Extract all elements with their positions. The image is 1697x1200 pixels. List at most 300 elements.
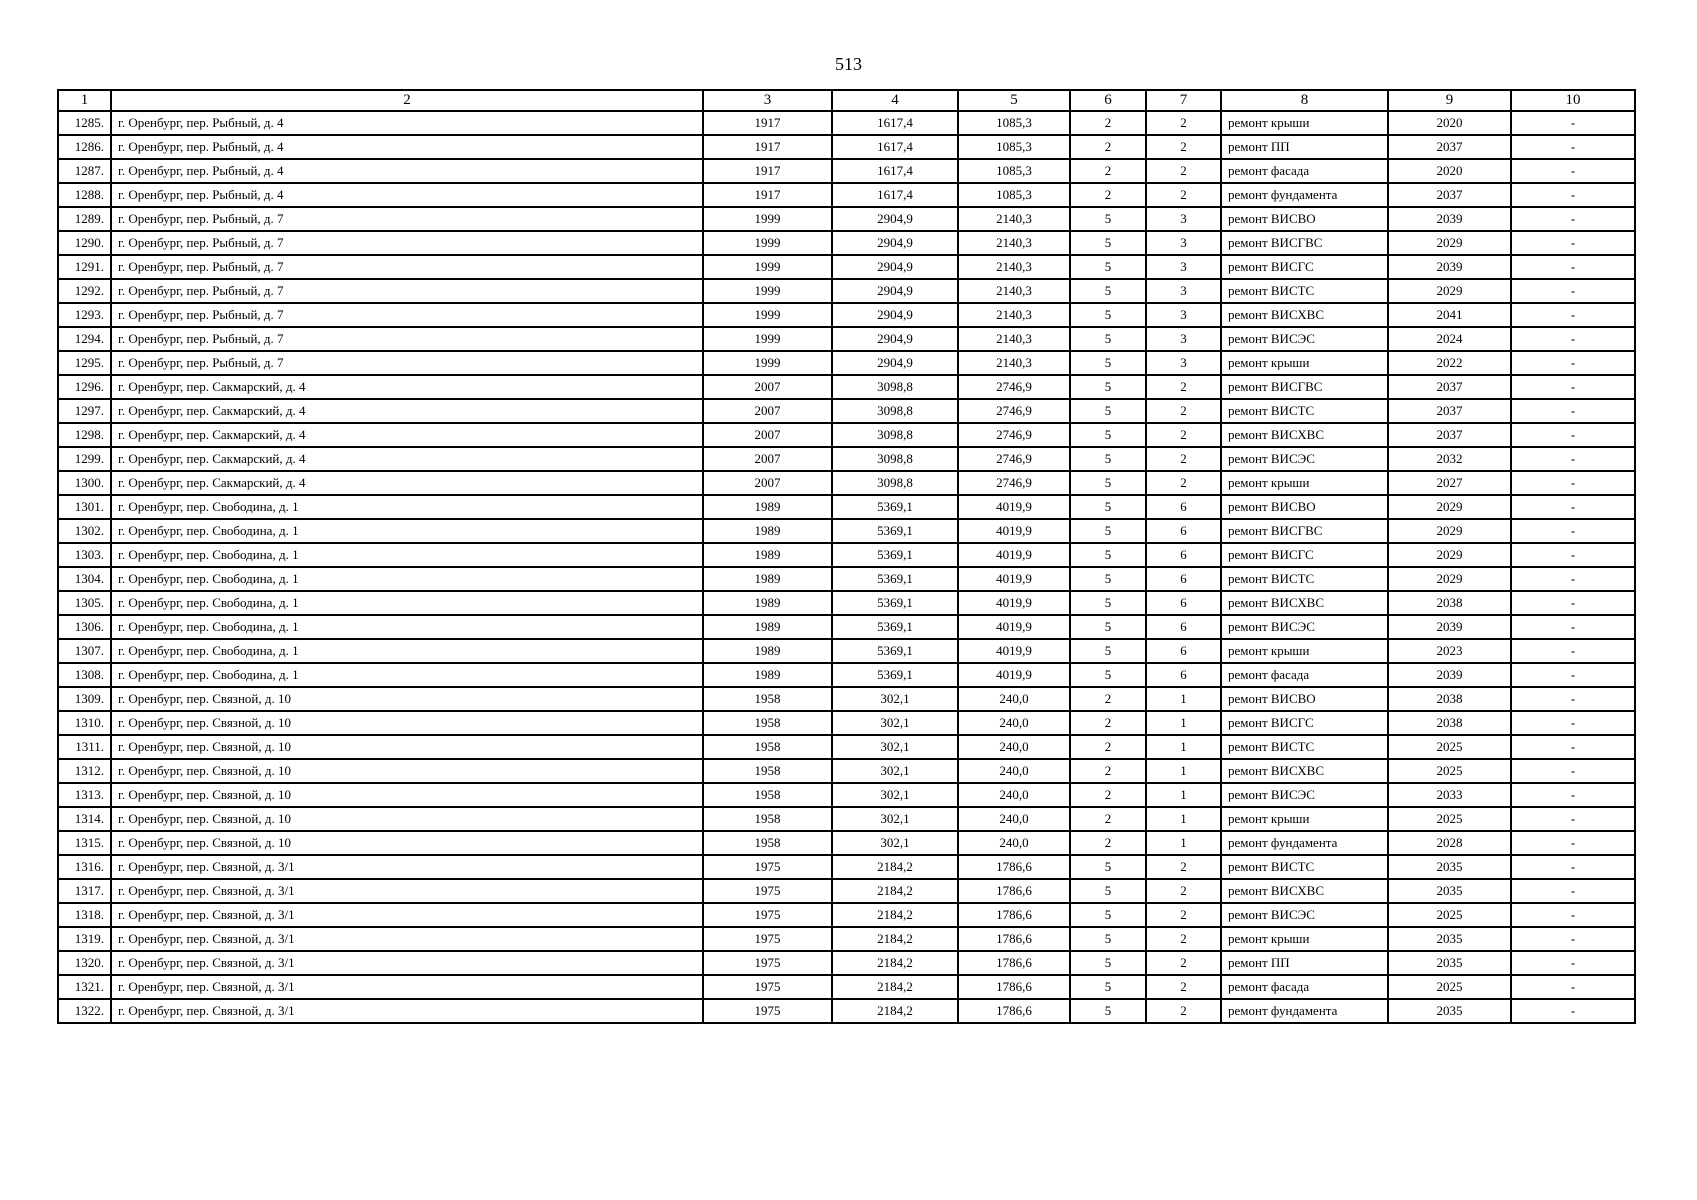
floors-cell: 5 — [1070, 639, 1146, 663]
living-area-cell: 4019,9 — [958, 639, 1070, 663]
build-year-cell: 1989 — [703, 495, 832, 519]
table-row — [58, 903, 1635, 927]
row-number-cell: 1286. — [58, 135, 111, 159]
planned-year-cell: 2035 — [1388, 927, 1511, 951]
address-cell: г. Оренбург, пер. Рыбный, д. 7 — [111, 279, 703, 303]
address-cell: г. Оренбург, пер. Рыбный, д. 4 — [111, 135, 703, 159]
column-number-header: 1 — [58, 90, 111, 111]
planned-year-cell: 2032 — [1388, 447, 1511, 471]
living-area-cell: 240,0 — [958, 783, 1070, 807]
total-area-cell: 1617,4 — [832, 183, 958, 207]
row-number-cell: 1319. — [58, 927, 111, 951]
entrances-cell: 3 — [1146, 255, 1221, 279]
build-year-cell: 1958 — [703, 735, 832, 759]
build-year-cell: 1989 — [703, 663, 832, 687]
table-body — [58, 111, 1635, 1023]
note-cell: - — [1511, 255, 1635, 279]
planned-year-cell: 2029 — [1388, 495, 1511, 519]
entrances-cell: 3 — [1146, 231, 1221, 255]
note-cell: - — [1511, 711, 1635, 735]
address-cell: г. Оренбург, пер. Связной, д. 3/1 — [111, 927, 703, 951]
row-number-cell: 1293. — [58, 303, 111, 327]
work-type-cell: ремонт ВИСГВС — [1221, 375, 1388, 399]
work-type-cell: ремонт ВИСТС — [1221, 855, 1388, 879]
living-area-cell: 1085,3 — [958, 111, 1070, 135]
build-year-cell: 1975 — [703, 903, 832, 927]
table-row — [58, 255, 1635, 279]
planned-year-cell: 2039 — [1388, 615, 1511, 639]
floors-cell: 5 — [1070, 855, 1146, 879]
build-year-cell: 1958 — [703, 759, 832, 783]
living-area-cell: 1786,6 — [958, 855, 1070, 879]
planned-year-cell: 2037 — [1388, 183, 1511, 207]
planned-year-cell: 2035 — [1388, 999, 1511, 1023]
note-cell: - — [1511, 639, 1635, 663]
address-cell: г. Оренбург, пер. Связной, д. 10 — [111, 807, 703, 831]
build-year-cell: 1975 — [703, 879, 832, 903]
total-area-cell: 302,1 — [832, 831, 958, 855]
build-year-cell: 1989 — [703, 591, 832, 615]
living-area-cell: 1786,6 — [958, 879, 1070, 903]
note-cell: - — [1511, 543, 1635, 567]
planned-year-cell: 2037 — [1388, 135, 1511, 159]
address-cell: г. Оренбург, пер. Связной, д. 3/1 — [111, 951, 703, 975]
floors-cell: 5 — [1070, 279, 1146, 303]
column-number-header: 9 — [1388, 90, 1511, 111]
table-row — [58, 615, 1635, 639]
table-row — [58, 807, 1635, 831]
entrances-cell: 2 — [1146, 423, 1221, 447]
floors-cell: 2 — [1070, 735, 1146, 759]
planned-year-cell: 2037 — [1388, 375, 1511, 399]
work-type-cell: ремонт ВИСВО — [1221, 687, 1388, 711]
floors-cell: 5 — [1070, 591, 1146, 615]
living-area-cell: 2140,3 — [958, 303, 1070, 327]
address-cell: г. Оренбург, пер. Свободина, д. 1 — [111, 639, 703, 663]
note-cell: - — [1511, 375, 1635, 399]
living-area-cell: 1786,6 — [958, 975, 1070, 999]
living-area-cell: 4019,9 — [958, 543, 1070, 567]
work-type-cell: ремонт фасада — [1221, 663, 1388, 687]
floors-cell: 2 — [1070, 711, 1146, 735]
work-type-cell: ремонт ВИСГВС — [1221, 519, 1388, 543]
row-number-cell: 1297. — [58, 399, 111, 423]
row-number-cell: 1310. — [58, 711, 111, 735]
floors-cell: 5 — [1070, 975, 1146, 999]
floors-cell: 5 — [1070, 231, 1146, 255]
row-number-cell: 1305. — [58, 591, 111, 615]
total-area-cell: 302,1 — [832, 687, 958, 711]
note-cell: - — [1511, 135, 1635, 159]
note-cell: - — [1511, 687, 1635, 711]
address-cell: г. Оренбург, пер. Рыбный, д. 7 — [111, 255, 703, 279]
floors-cell: 5 — [1070, 327, 1146, 351]
living-area-cell: 2746,9 — [958, 471, 1070, 495]
work-type-cell: ремонт фундамента — [1221, 831, 1388, 855]
work-type-cell: ремонт фундамента — [1221, 999, 1388, 1023]
planned-year-cell: 2035 — [1388, 879, 1511, 903]
row-number-cell: 1287. — [58, 159, 111, 183]
planned-year-cell: 2025 — [1388, 759, 1511, 783]
address-cell: г. Оренбург, пер. Свободина, д. 1 — [111, 663, 703, 687]
floors-cell: 5 — [1070, 447, 1146, 471]
address-cell: г. Оренбург, пер. Сакмарский, д. 4 — [111, 423, 703, 447]
note-cell: - — [1511, 471, 1635, 495]
floors-cell: 5 — [1070, 351, 1146, 375]
entrances-cell: 6 — [1146, 495, 1221, 519]
living-area-cell: 240,0 — [958, 735, 1070, 759]
work-type-cell: ремонт ВИСХВС — [1221, 591, 1388, 615]
floors-cell: 5 — [1070, 471, 1146, 495]
total-area-cell: 3098,8 — [832, 375, 958, 399]
note-cell: - — [1511, 735, 1635, 759]
column-number-header: 10 — [1511, 90, 1635, 111]
address-cell: г. Оренбург, пер. Рыбный, д. 4 — [111, 159, 703, 183]
living-area-cell: 2140,3 — [958, 231, 1070, 255]
work-type-cell: ремонт крыши — [1221, 639, 1388, 663]
note-cell: - — [1511, 519, 1635, 543]
planned-year-cell: 2029 — [1388, 231, 1511, 255]
total-area-cell: 2184,2 — [832, 999, 958, 1023]
work-type-cell: ремонт ВИСТС — [1221, 567, 1388, 591]
note-cell: - — [1511, 975, 1635, 999]
planned-year-cell: 2023 — [1388, 639, 1511, 663]
address-cell: г. Оренбург, пер. Связной, д. 10 — [111, 711, 703, 735]
total-area-cell: 2904,9 — [832, 231, 958, 255]
total-area-cell: 5369,1 — [832, 591, 958, 615]
build-year-cell: 1917 — [703, 135, 832, 159]
note-cell: - — [1511, 447, 1635, 471]
note-cell: - — [1511, 663, 1635, 687]
entrances-cell: 3 — [1146, 327, 1221, 351]
entrances-cell: 6 — [1146, 639, 1221, 663]
build-year-cell: 1999 — [703, 255, 832, 279]
work-type-cell: ремонт крыши — [1221, 111, 1388, 135]
work-type-cell: ремонт ВИСТС — [1221, 399, 1388, 423]
planned-year-cell: 2025 — [1388, 903, 1511, 927]
table-row — [58, 567, 1635, 591]
table-row — [58, 951, 1635, 975]
build-year-cell: 1958 — [703, 783, 832, 807]
floors-cell: 5 — [1070, 207, 1146, 231]
living-area-cell: 240,0 — [958, 807, 1070, 831]
row-number-cell: 1320. — [58, 951, 111, 975]
planned-year-cell: 2038 — [1388, 687, 1511, 711]
planned-year-cell: 2029 — [1388, 543, 1511, 567]
build-year-cell: 1917 — [703, 183, 832, 207]
build-year-cell: 1999 — [703, 279, 832, 303]
work-type-cell: ремонт крыши — [1221, 351, 1388, 375]
work-type-cell: ремонт ВИСГВС — [1221, 231, 1388, 255]
row-number-cell: 1299. — [58, 447, 111, 471]
note-cell: - — [1511, 927, 1635, 951]
living-area-cell: 2140,3 — [958, 327, 1070, 351]
entrances-cell: 1 — [1146, 807, 1221, 831]
column-number-header: 3 — [703, 90, 832, 111]
address-cell: г. Оренбург, пер. Рыбный, д. 7 — [111, 231, 703, 255]
planned-year-cell: 2022 — [1388, 351, 1511, 375]
entrances-cell: 2 — [1146, 375, 1221, 399]
row-number-cell: 1291. — [58, 255, 111, 279]
total-area-cell: 2904,9 — [832, 279, 958, 303]
living-area-cell: 2746,9 — [958, 447, 1070, 471]
living-area-cell: 4019,9 — [958, 567, 1070, 591]
note-cell: - — [1511, 279, 1635, 303]
living-area-cell: 1085,3 — [958, 183, 1070, 207]
row-number-cell: 1294. — [58, 327, 111, 351]
table-row — [58, 159, 1635, 183]
build-year-cell: 1999 — [703, 327, 832, 351]
entrances-cell: 1 — [1146, 831, 1221, 855]
entrances-cell: 6 — [1146, 519, 1221, 543]
address-cell: г. Оренбург, пер. Сакмарский, д. 4 — [111, 447, 703, 471]
row-number-cell: 1314. — [58, 807, 111, 831]
work-type-cell: ремонт ВИСЭС — [1221, 903, 1388, 927]
note-cell: - — [1511, 207, 1635, 231]
address-cell: г. Оренбург, пер. Рыбный, д. 7 — [111, 207, 703, 231]
note-cell: - — [1511, 231, 1635, 255]
build-year-cell: 1975 — [703, 999, 832, 1023]
total-area-cell: 5369,1 — [832, 663, 958, 687]
planned-year-cell: 2037 — [1388, 423, 1511, 447]
work-type-cell: ремонт ПП — [1221, 951, 1388, 975]
row-number-cell: 1285. — [58, 111, 111, 135]
table-row — [58, 783, 1635, 807]
floors-cell: 2 — [1070, 159, 1146, 183]
table-row — [58, 759, 1635, 783]
total-area-cell: 302,1 — [832, 759, 958, 783]
planned-year-cell: 2039 — [1388, 663, 1511, 687]
row-number-cell: 1300. — [58, 471, 111, 495]
floors-cell: 2 — [1070, 831, 1146, 855]
address-cell: г. Оренбург, пер. Связной, д. 10 — [111, 783, 703, 807]
living-area-cell: 4019,9 — [958, 663, 1070, 687]
row-number-cell: 1317. — [58, 879, 111, 903]
living-area-cell: 240,0 — [958, 831, 1070, 855]
work-type-cell: ремонт ВИСЭС — [1221, 783, 1388, 807]
entrances-cell: 1 — [1146, 687, 1221, 711]
table-row — [58, 399, 1635, 423]
total-area-cell: 5369,1 — [832, 639, 958, 663]
total-area-cell: 2904,9 — [832, 327, 958, 351]
total-area-cell: 3098,8 — [832, 399, 958, 423]
address-cell: г. Оренбург, пер. Сакмарский, д. 4 — [111, 399, 703, 423]
floors-cell: 5 — [1070, 663, 1146, 687]
row-number-cell: 1306. — [58, 615, 111, 639]
row-number-cell: 1309. — [58, 687, 111, 711]
total-area-cell: 2184,2 — [832, 879, 958, 903]
table-row — [58, 687, 1635, 711]
work-type-cell: ремонт фундамента — [1221, 183, 1388, 207]
living-area-cell: 4019,9 — [958, 519, 1070, 543]
total-area-cell: 1617,4 — [832, 159, 958, 183]
row-number-cell: 1315. — [58, 831, 111, 855]
note-cell: - — [1511, 159, 1635, 183]
floors-cell: 2 — [1070, 111, 1146, 135]
address-cell: г. Оренбург, пер. Связной, д. 3/1 — [111, 879, 703, 903]
total-area-cell: 2184,2 — [832, 951, 958, 975]
work-type-cell: ремонт ВИСГС — [1221, 255, 1388, 279]
planned-year-cell: 2020 — [1388, 159, 1511, 183]
note-cell: - — [1511, 327, 1635, 351]
address-cell: г. Оренбург, пер. Рыбный, д. 7 — [111, 327, 703, 351]
row-number-cell: 1307. — [58, 639, 111, 663]
row-number-cell: 1318. — [58, 903, 111, 927]
entrances-cell: 3 — [1146, 303, 1221, 327]
entrances-cell: 6 — [1146, 567, 1221, 591]
work-type-cell: ремонт крыши — [1221, 807, 1388, 831]
build-year-cell: 1975 — [703, 855, 832, 879]
row-number-cell: 1304. — [58, 567, 111, 591]
note-cell: - — [1511, 303, 1635, 327]
build-year-cell: 2007 — [703, 447, 832, 471]
build-year-cell: 1989 — [703, 639, 832, 663]
entrances-cell: 2 — [1146, 135, 1221, 159]
total-area-cell: 5369,1 — [832, 615, 958, 639]
address-cell: г. Оренбург, пер. Сакмарский, д. 4 — [111, 471, 703, 495]
column-number-header: 6 — [1070, 90, 1146, 111]
floors-cell: 2 — [1070, 783, 1146, 807]
entrances-cell: 6 — [1146, 543, 1221, 567]
build-year-cell: 1989 — [703, 519, 832, 543]
note-cell: - — [1511, 879, 1635, 903]
living-area-cell: 1786,6 — [958, 927, 1070, 951]
table-row — [58, 303, 1635, 327]
column-number-header: 7 — [1146, 90, 1221, 111]
floors-cell: 5 — [1070, 543, 1146, 567]
entrances-cell: 2 — [1146, 399, 1221, 423]
note-cell: - — [1511, 591, 1635, 615]
note-cell: - — [1511, 423, 1635, 447]
planned-year-cell: 2035 — [1388, 855, 1511, 879]
planned-year-cell: 2029 — [1388, 279, 1511, 303]
row-number-cell: 1308. — [58, 663, 111, 687]
living-area-cell: 1786,6 — [958, 903, 1070, 927]
planned-year-cell: 2025 — [1388, 735, 1511, 759]
table-row — [58, 639, 1635, 663]
planned-year-cell: 2028 — [1388, 831, 1511, 855]
work-type-cell: ремонт ПП — [1221, 135, 1388, 159]
build-year-cell: 1975 — [703, 927, 832, 951]
total-area-cell: 1617,4 — [832, 111, 958, 135]
floors-cell: 5 — [1070, 423, 1146, 447]
living-area-cell: 2140,3 — [958, 279, 1070, 303]
row-number-cell: 1322. — [58, 999, 111, 1023]
table-row — [58, 495, 1635, 519]
row-number-cell: 1290. — [58, 231, 111, 255]
planned-year-cell: 2033 — [1388, 783, 1511, 807]
build-year-cell: 1975 — [703, 951, 832, 975]
column-number-row — [58, 90, 1635, 111]
total-area-cell: 3098,8 — [832, 447, 958, 471]
row-number-cell: 1292. — [58, 279, 111, 303]
entrances-cell: 2 — [1146, 447, 1221, 471]
total-area-cell: 3098,8 — [832, 471, 958, 495]
row-number-cell: 1288. — [58, 183, 111, 207]
entrances-cell: 6 — [1146, 663, 1221, 687]
note-cell: - — [1511, 111, 1635, 135]
total-area-cell: 2904,9 — [832, 255, 958, 279]
address-cell: г. Оренбург, пер. Связной, д. 3/1 — [111, 975, 703, 999]
table-row — [58, 663, 1635, 687]
table-row — [58, 207, 1635, 231]
build-year-cell: 2007 — [703, 423, 832, 447]
row-number-cell: 1296. — [58, 375, 111, 399]
floors-cell: 2 — [1070, 759, 1146, 783]
build-year-cell: 2007 — [703, 375, 832, 399]
table-row — [58, 831, 1635, 855]
planned-year-cell: 2025 — [1388, 975, 1511, 999]
entrances-cell: 2 — [1146, 471, 1221, 495]
planned-year-cell: 2035 — [1388, 951, 1511, 975]
entrances-cell: 3 — [1146, 351, 1221, 375]
build-year-cell: 1958 — [703, 711, 832, 735]
column-number-header: 4 — [832, 90, 958, 111]
table-row — [58, 111, 1635, 135]
work-type-cell: ремонт крыши — [1221, 927, 1388, 951]
floors-cell: 5 — [1070, 375, 1146, 399]
table-row — [58, 975, 1635, 999]
row-number-cell: 1302. — [58, 519, 111, 543]
address-cell: г. Оренбург, пер. Свободина, д. 1 — [111, 591, 703, 615]
living-area-cell: 240,0 — [958, 759, 1070, 783]
planned-year-cell: 2041 — [1388, 303, 1511, 327]
build-year-cell: 1999 — [703, 207, 832, 231]
build-year-cell: 1958 — [703, 687, 832, 711]
note-cell: - — [1511, 951, 1635, 975]
total-area-cell: 302,1 — [832, 783, 958, 807]
build-year-cell: 1958 — [703, 831, 832, 855]
total-area-cell: 2904,9 — [832, 303, 958, 327]
row-number-cell: 1312. — [58, 759, 111, 783]
note-cell: - — [1511, 351, 1635, 375]
row-number-cell: 1303. — [58, 543, 111, 567]
column-number-header: 5 — [958, 90, 1070, 111]
build-year-cell: 1958 — [703, 807, 832, 831]
floors-cell: 5 — [1070, 255, 1146, 279]
table-row — [58, 543, 1635, 567]
work-type-cell: ремонт ВИСЭС — [1221, 447, 1388, 471]
floors-cell: 5 — [1070, 615, 1146, 639]
living-area-cell: 1085,3 — [958, 159, 1070, 183]
address-cell: г. Оренбург, пер. Свободина, д. 1 — [111, 567, 703, 591]
floors-cell: 2 — [1070, 135, 1146, 159]
table-row — [58, 447, 1635, 471]
repair-schedule-table — [57, 89, 1636, 1024]
work-type-cell: ремонт ВИСХВС — [1221, 423, 1388, 447]
table-row — [58, 735, 1635, 759]
entrances-cell: 1 — [1146, 735, 1221, 759]
work-type-cell: ремонт ВИСГС — [1221, 711, 1388, 735]
planned-year-cell: 2038 — [1388, 591, 1511, 615]
living-area-cell: 2140,3 — [958, 351, 1070, 375]
total-area-cell: 2184,2 — [832, 927, 958, 951]
work-type-cell: ремонт ВИСТС — [1221, 735, 1388, 759]
living-area-cell: 1786,6 — [958, 951, 1070, 975]
total-area-cell: 3098,8 — [832, 423, 958, 447]
entrances-cell: 6 — [1146, 615, 1221, 639]
address-cell: г. Оренбург, пер. Связной, д. 10 — [111, 759, 703, 783]
planned-year-cell: 2029 — [1388, 519, 1511, 543]
planned-year-cell: 2039 — [1388, 255, 1511, 279]
table-row — [58, 879, 1635, 903]
note-cell: - — [1511, 615, 1635, 639]
entrances-cell: 1 — [1146, 759, 1221, 783]
table-row — [58, 519, 1635, 543]
address-cell: г. Оренбург, пер. Связной, д. 3/1 — [111, 855, 703, 879]
build-year-cell: 1989 — [703, 543, 832, 567]
work-type-cell: ремонт фасада — [1221, 975, 1388, 999]
